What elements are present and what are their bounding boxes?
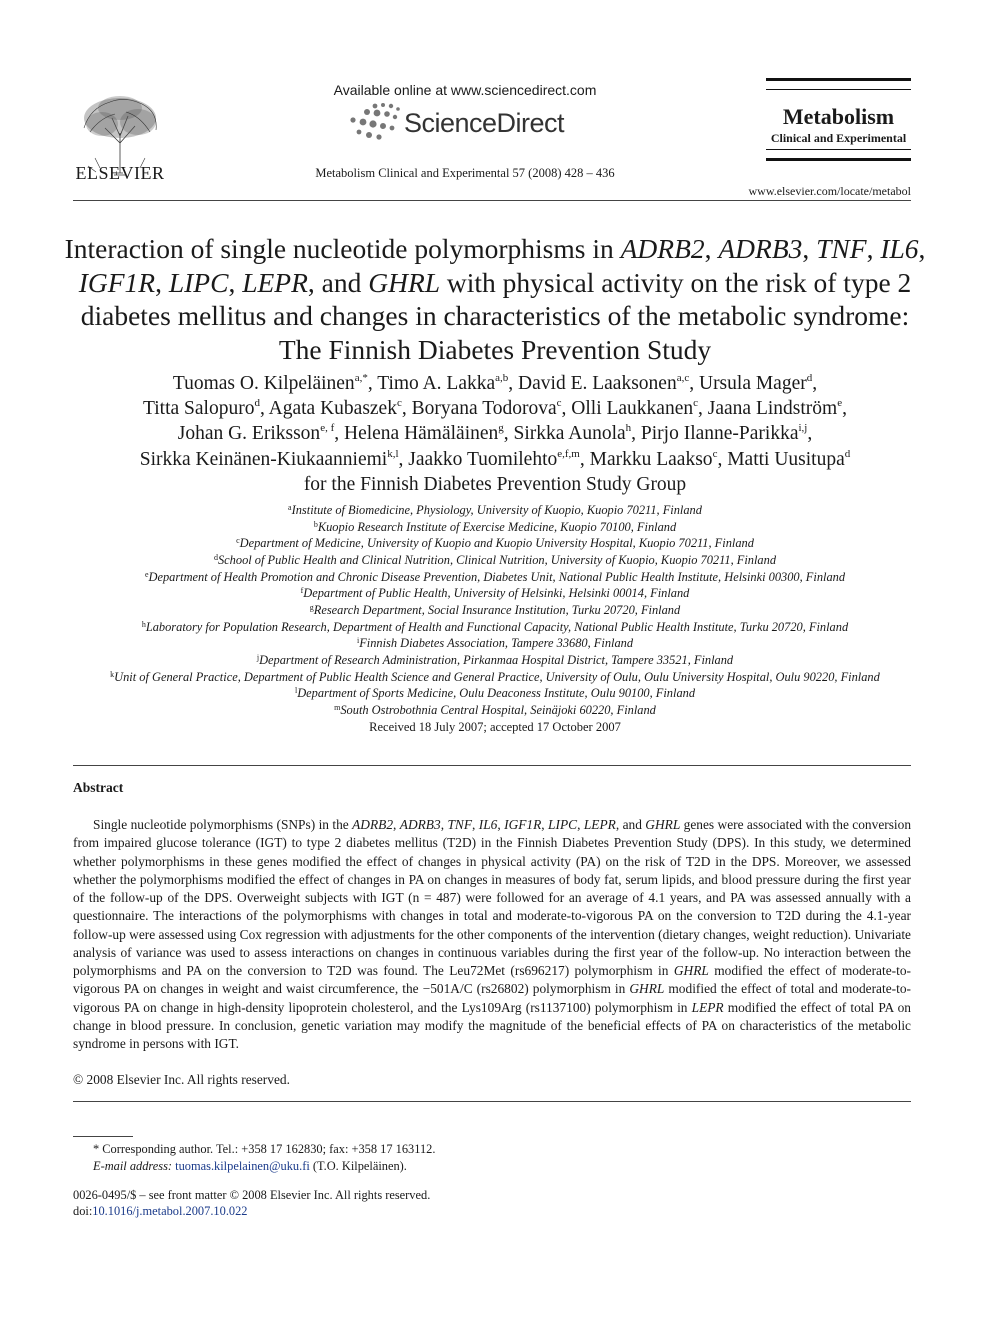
author-affiliation-marker: d bbox=[806, 372, 813, 384]
gene-name: IGF1R bbox=[504, 817, 542, 832]
author-affiliation-marker: c bbox=[693, 397, 699, 410]
author-name: Agata Kubaszek bbox=[268, 398, 397, 420]
affiliation-key: h bbox=[141, 619, 146, 629]
article-title: Interaction of single nucleotide polymorphisms in ADRB2, ADRB3, TNF, IL6, IGF1R, LIPC, LEPR, and GHRL with physical activity on the risk of type 2 diabetes mellitus and changes in characteristics of the metabolic syndrome: The Finnish Diabetes Prevention Study bbox=[64, 233, 926, 365]
author-affiliation-marker: g bbox=[498, 422, 504, 435]
affiliation-text: Kuopio Research Institute of Exercise Medicine, Kuopio 70100, Finland bbox=[317, 519, 677, 534]
author-list: Tuomas O. Kilpeläinen$^{a,*}$, Timo A. Lakka$^{a,b}$, David E. Laaksonen$^{a,c}$, Ursula Mager$^d$, Titta Salopuro$^d$, Agata Kubaszek$^c$, Boryana Todorova$^c$, Olli Laukkanen$^c$, Jaana Lindström$^e$, Johan G. Eriksson$^{e, f}$, Helena Hämäläinen$^g$, Sirkka Aunola$^h$, Pirjo Ilanne-Parikka$^{i,j}$, Sirkka Keinänen-Kiukaanniemi$^{k,l}$, Jaakko Tuomilehto$^{e,f,m}$, Markku Laakso$^c$, Matti Uusitupa$^d$ for the Finnish Diabetes Prevention Study Group bbox=[139, 372, 851, 495]
author-name: Timo A. Lakka bbox=[377, 373, 496, 394]
abstract-text: genes were associated with the conversion from impaired glucose tolerance (IGT) to type 2 diabetes mellitus (T2D) in the Finnish Diabetes Prevention Study (DPS). In this study, we determined whether polymorphisms in these genes modified the effect of changes in physical activity (PA) on the risk of T2D in the DPS. Moreover, we assessed whether the polymorphisms modified the effect of changes in PA on changes in measures of body fat, serum lipids, and blood pressure during the first year of the follow-up of the DPS. Overweight subjects with IGT (n = 487) were followed for an average of 4.1 years, and PA was assessed annually with a questionnaire. The interactions of the polymorphisms with changes in total and moderate-to-vigorous PA on the conversion to T2D during the 4.1-year follow-up were assessed using Cox regression with adjustments for the other components of the intervention (dietary changes, weight reduction). Univariate analysis of variance was used to assess interactions on changes in continuous variables during the first year of the follow-up. No interaction between the polymorphisms and PA on the conversion to T2D was found. The Leu72Met (rs696217) polymorphism in bbox=[73, 817, 912, 978]
author-affiliation-marker: a,* bbox=[354, 372, 368, 384]
affiliation-key: f bbox=[300, 586, 304, 596]
author-affiliation-marker: d bbox=[254, 397, 260, 410]
author-name: Titta Salopuro bbox=[143, 398, 255, 420]
journal-logo-bottom-rule bbox=[766, 149, 911, 161]
abstract-text: , bbox=[472, 817, 479, 832]
affiliation-item bbox=[60, 602, 930, 619]
journal-citation: Metabolism Clinical and Experimental 57 (2008) 428 – 436 bbox=[315, 166, 615, 180]
abstract-text: , bbox=[541, 817, 549, 832]
author-name: Pirjo Ilanne-Parikka bbox=[640, 423, 799, 445]
abstract-text: modified the effect of total PA on change in blood pressure. In conclusion, genetic variation may modify the magnitude of the beneficial effects of PA on characteristics of the metabolic syndrome in persons with IGT. bbox=[73, 999, 911, 1051]
author-name: Boryana Todorova bbox=[411, 398, 557, 420]
affiliation-key: b bbox=[313, 519, 318, 529]
author-affiliation-marker: c bbox=[712, 447, 718, 460]
email-owner: (T.O. Kilpeläinen). bbox=[309, 1159, 407, 1173]
corresponding-author-note: * Corresponding author. Tel.: +358 17 162830; fax: +358 17 163112. bbox=[93, 1142, 436, 1156]
affiliation-text: Department of Public Health, University of Helsinki, Helsinki 00014, Finland bbox=[303, 586, 690, 601]
affiliation-key: j bbox=[256, 652, 260, 662]
journal-url-link[interactable]: www.elsevier.com/locate/metabol bbox=[748, 184, 911, 198]
section-divider bbox=[73, 765, 911, 766]
affiliation-item bbox=[60, 585, 930, 602]
author-name: Sirkka Aunola bbox=[513, 423, 626, 445]
author-affiliation-marker: e bbox=[837, 397, 843, 410]
abstract-text: , bbox=[497, 817, 505, 832]
journal-logo-title: Metabolism bbox=[782, 104, 895, 129]
affiliation-key: g bbox=[309, 602, 314, 612]
author-name: Helena Hämäläinen bbox=[343, 423, 499, 445]
email-footnote bbox=[93, 1159, 407, 1174]
doi-link[interactable]: 10.1016/j.metabol.2007.10.022 bbox=[92, 1204, 248, 1218]
author-group: for the Finnish Diabetes Prevention Study Group bbox=[303, 473, 687, 495]
affiliation-text: Laboratory for Population Research, Department of Health and Functional Capacity, National Public Health Institute, Turku 20720, Finland bbox=[145, 619, 849, 634]
gene-name: GHRL bbox=[673, 963, 709, 978]
affiliation-list bbox=[60, 502, 930, 719]
affiliation-text: Finnish Diabetes Association, Tampere 33680, Finland bbox=[359, 636, 634, 651]
header-divider bbox=[73, 200, 911, 201]
abstract-text: , bbox=[440, 817, 448, 832]
abstract-body bbox=[73, 816, 911, 1053]
affiliation-item bbox=[60, 502, 930, 519]
gene-name: ADRB3 bbox=[399, 817, 441, 832]
author-affiliation-marker: c bbox=[396, 397, 402, 410]
affiliation-key: m bbox=[334, 702, 341, 712]
doi-label: doi: bbox=[73, 1204, 93, 1218]
gene-name: LIPC bbox=[548, 817, 578, 832]
abstract-text: modified the effect of moderate-to-vigorous PA on changes in weight and waist circumference, the −501A/C (rs26802) polymorphism in bbox=[73, 963, 911, 997]
affiliation-key: i bbox=[356, 636, 360, 646]
affiliation-item bbox=[60, 519, 930, 536]
abstract-text: modified the effect of total and moderate-to-vigorous PA on change in high-density lipoprotein cholesterol, and the Lys109Arg (rs1137100) polymorphism in bbox=[73, 981, 911, 1015]
abstract-text: , and bbox=[615, 817, 646, 832]
affiliation-item bbox=[60, 569, 930, 586]
affiliation-item bbox=[60, 619, 930, 636]
author-affiliation-marker: d bbox=[844, 447, 851, 460]
author-name: Tuomas O. Kilpeläinen bbox=[172, 373, 355, 394]
author-affiliation-marker: e, f bbox=[320, 422, 335, 435]
affiliation-item bbox=[60, 635, 930, 652]
affiliation-item bbox=[60, 552, 930, 569]
sciencedirect-wordmark: ScienceDirect bbox=[404, 108, 565, 138]
gene-name: TNF bbox=[447, 817, 472, 832]
affiliation-text: Department of Medicine, University of Kuopio and Kuopio University Hospital, Kuopio 70211, Finland bbox=[239, 536, 754, 551]
received-dates: Received 18 July 2007; accepted 17 October 2007 bbox=[369, 720, 621, 734]
affiliation-text: Institute of Biomedicine, Physiology, University of Kuopio, Kuopio 70211, Finland bbox=[291, 503, 702, 517]
copyright-notice: © 2008 Elsevier Inc. All rights reserved. bbox=[73, 1072, 290, 1087]
affiliation-key: l bbox=[294, 686, 298, 696]
journal-logo-top-rule bbox=[766, 78, 911, 90]
footnote-divider bbox=[73, 1136, 133, 1137]
author-name: David E. Laaksonen bbox=[518, 373, 677, 394]
affiliation-item bbox=[60, 652, 930, 669]
sciencedirect-dots-icon bbox=[345, 100, 407, 142]
gene-name: IL6 bbox=[478, 817, 498, 832]
affiliation-text: Department of Sports Medicine, Oulu Deaconess Institute, Oulu 90100, Finland bbox=[297, 686, 696, 701]
author-name: Olli Laukkanen bbox=[571, 398, 694, 420]
affiliation-text: Department of Health Promotion and Chronic Disease Prevention, Diabetes Unit, National Public Health Institute, Helsinki 00300, Finland bbox=[148, 569, 846, 584]
affiliation-item bbox=[60, 669, 930, 686]
affiliation-text: School of Public Health and Clinical Nutrition, Clinical Nutrition, University of Kuopio, Kuopio 70211, Finland bbox=[217, 552, 777, 567]
abstract-heading: Abstract bbox=[73, 780, 124, 795]
author-affiliation-marker: h bbox=[625, 422, 632, 435]
gene-name: LEPR bbox=[583, 817, 616, 832]
author-name: Jaakko Tuomilehto bbox=[408, 448, 558, 470]
author-name: Markku Laakso bbox=[589, 448, 713, 470]
affiliation-item bbox=[60, 702, 930, 719]
gene-name: LEPR bbox=[691, 999, 724, 1015]
available-online-text[interactable]: Available online at www.sciencedirect.com bbox=[333, 82, 597, 98]
affiliation-key: k bbox=[110, 669, 115, 679]
doi-footnote bbox=[73, 1204, 248, 1219]
affiliation-text: South Ostrobothnia Central Hospital, Seinäjoki 60220, Finland bbox=[340, 702, 656, 717]
affiliation-item bbox=[60, 535, 930, 552]
author-affiliation-marker: i,j bbox=[798, 422, 808, 435]
author-name: Johan G. Eriksson bbox=[177, 423, 321, 445]
author-affiliation-marker: a,b bbox=[495, 372, 509, 384]
affiliation-key: c bbox=[236, 536, 240, 546]
elsevier-wordmark: ELSEVIER bbox=[75, 163, 165, 183]
author-name: Ursula Mager bbox=[698, 373, 807, 394]
gene-name: GHRL bbox=[629, 981, 665, 997]
affiliation-text: Unit of General Practice, Department of Public Health Science and General Practice, University of Oulu, Oulu University Hospital, Oulu 90220, Finland bbox=[114, 669, 880, 684]
journal-logo-subtitle: Clinical and Experimental bbox=[770, 131, 907, 145]
gene-name: GHRL bbox=[645, 817, 681, 832]
author-affiliation-marker: k,l bbox=[387, 447, 399, 460]
author-name: Jaana Lindström bbox=[707, 398, 838, 420]
issn-front-matter: 0026-0495/$ – see front matter © 2008 Elsevier Inc. All rights reserved. bbox=[73, 1188, 431, 1202]
author-affiliation-marker: c bbox=[556, 397, 562, 410]
affiliation-text: Department of Research Administration, Pirkanmaa Hospital District, Tampere 33521, Finland bbox=[259, 652, 734, 667]
email-label: E-mail address: bbox=[93, 1159, 173, 1173]
author-name: Matti Uusitupa bbox=[727, 448, 845, 470]
affiliation-key: d bbox=[213, 552, 218, 562]
abstract-text: , bbox=[393, 817, 400, 832]
affiliation-key: e bbox=[144, 569, 149, 579]
affiliation-text: Research Department, Social Insurance Institution, Turku 20720, Finland bbox=[313, 602, 681, 617]
gene-name: ADRB2 bbox=[352, 817, 394, 832]
section-divider bbox=[73, 1101, 911, 1102]
affiliation-item bbox=[60, 685, 930, 702]
email-link[interactable]: tuomas.kilpelainen@uku.fi bbox=[175, 1159, 310, 1173]
affiliation-key: a bbox=[288, 503, 292, 512]
author-affiliation-marker: a,c bbox=[676, 372, 690, 384]
abstract-text: Single nucleotide polymorphisms (SNPs) in the bbox=[93, 817, 353, 832]
author-affiliation-marker: e,f,m bbox=[557, 447, 580, 460]
author-name: Sirkka Keinänen-Kiukaanniemi bbox=[139, 448, 388, 470]
abstract-text: , bbox=[577, 817, 584, 832]
